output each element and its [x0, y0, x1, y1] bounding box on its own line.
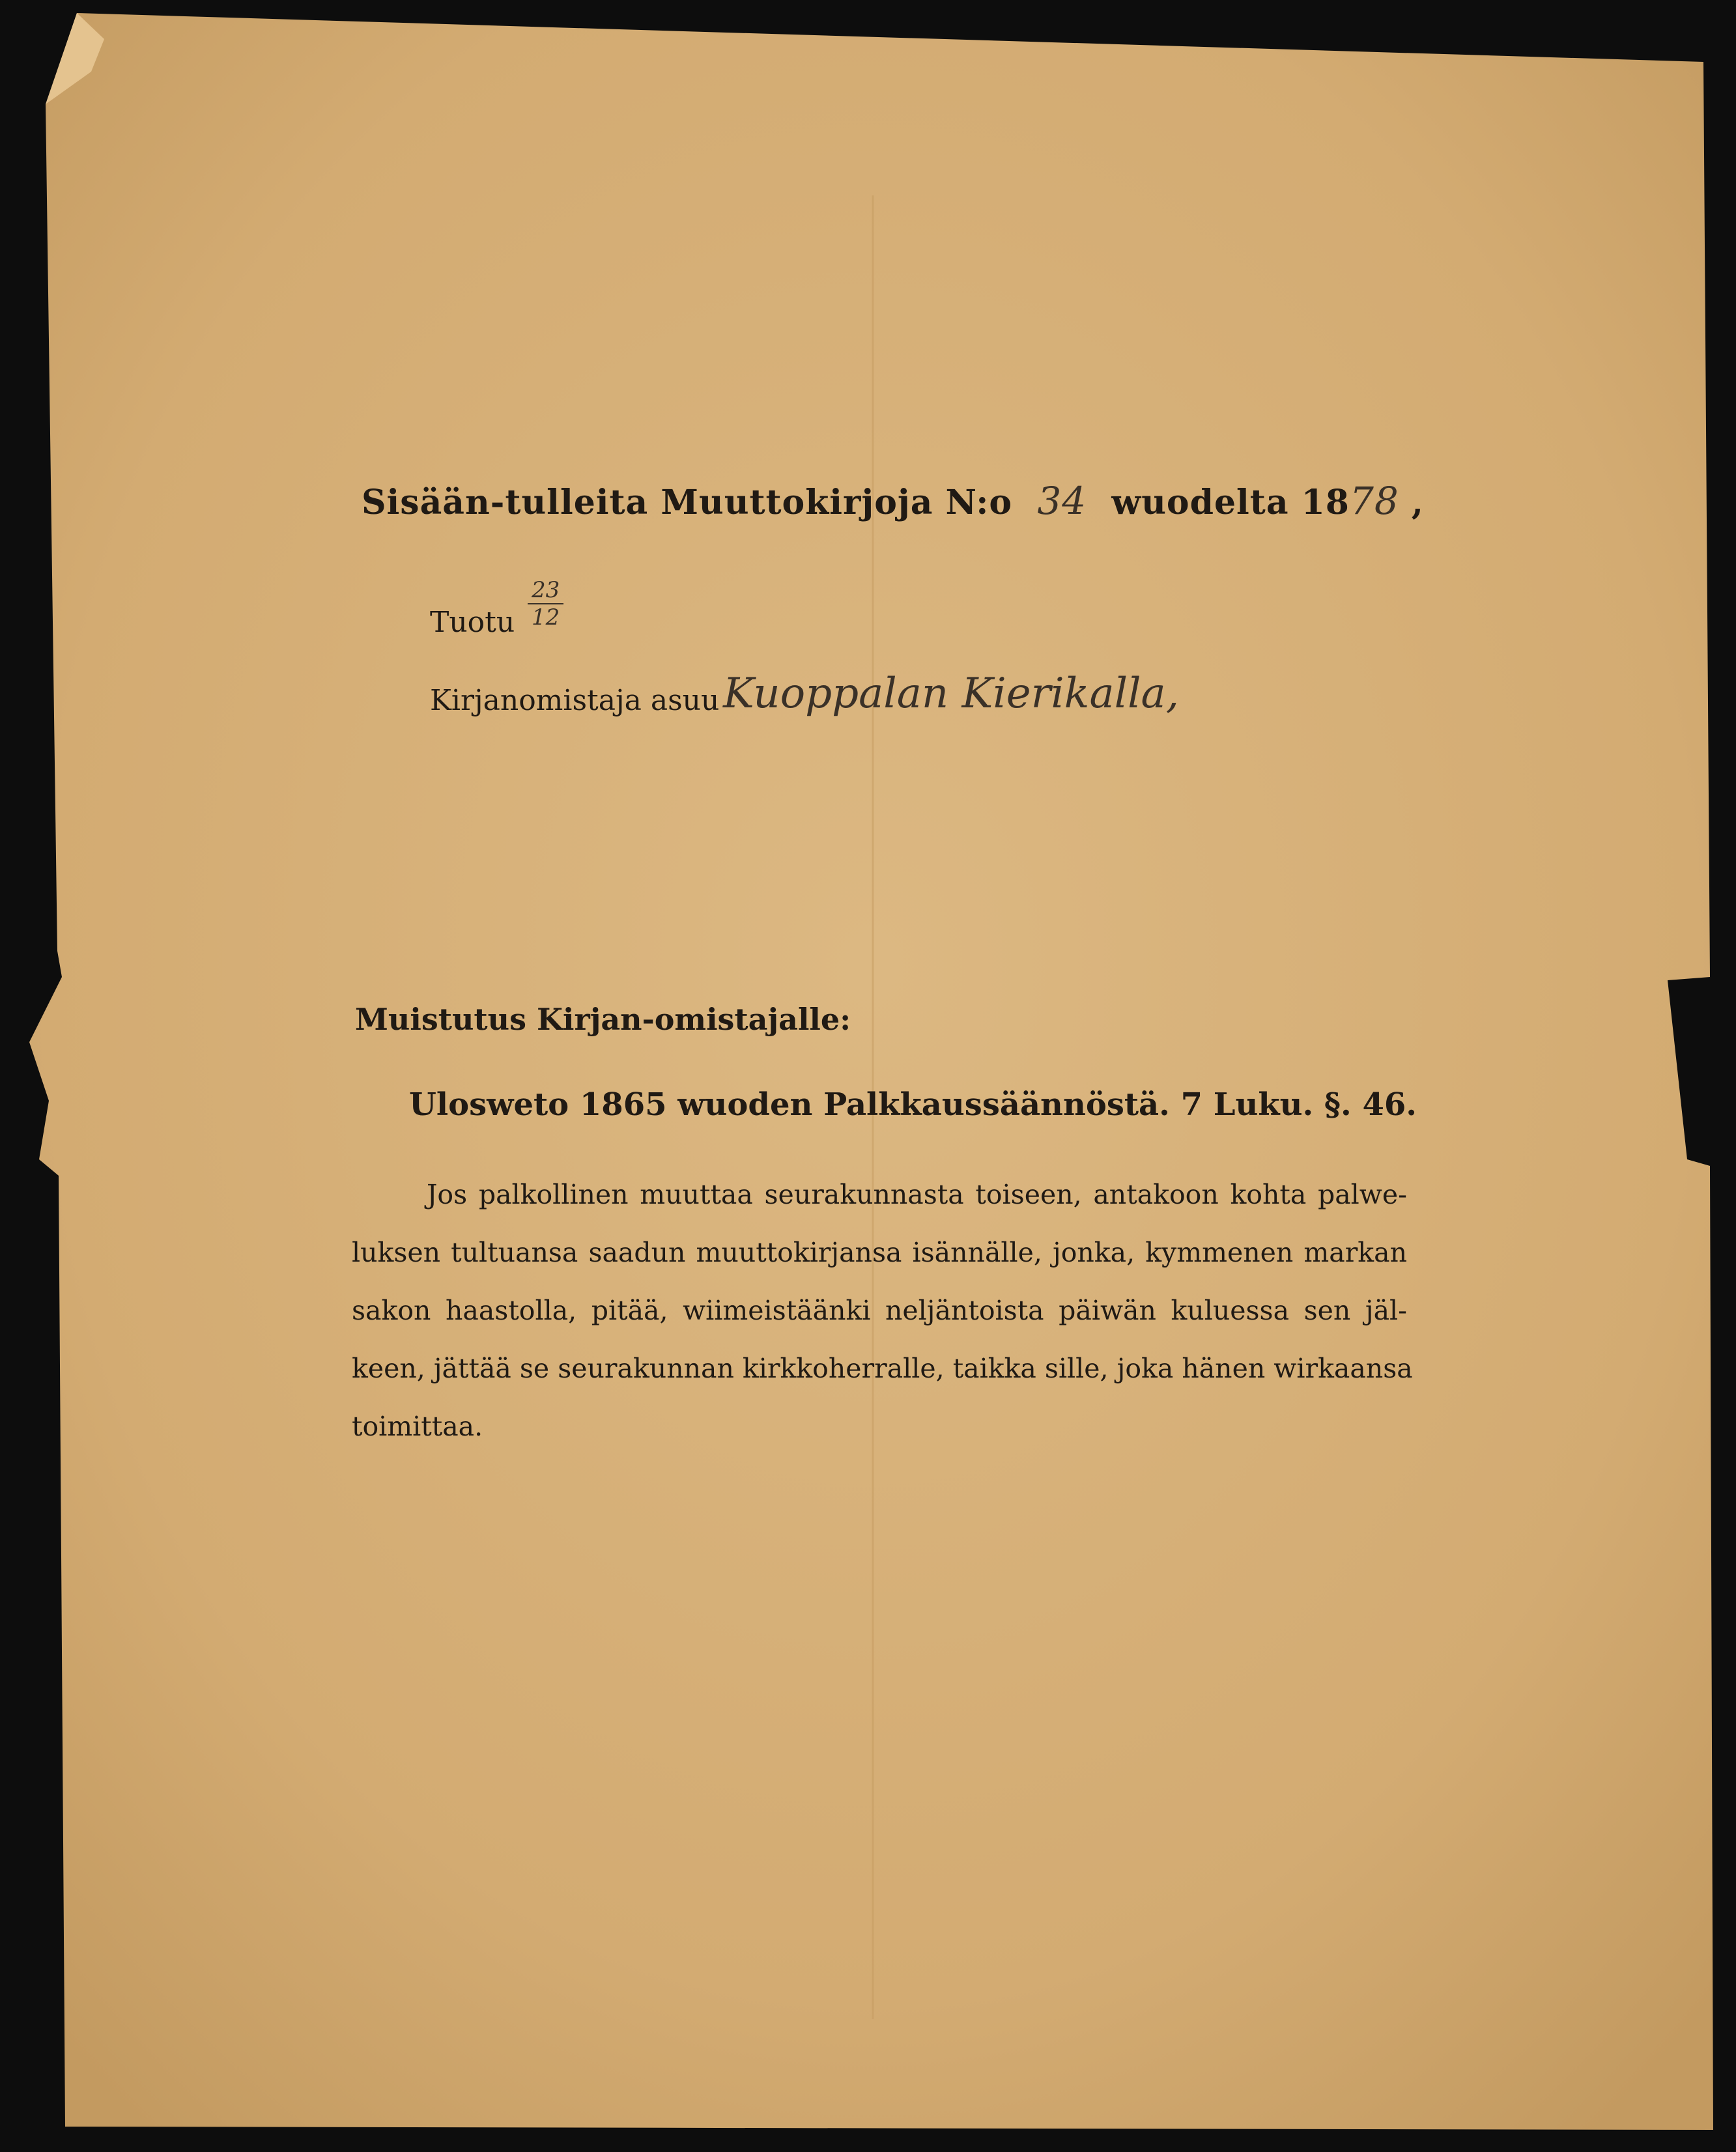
reminder-heading: Muistutus Kirjan-omistajalle:: [355, 1002, 851, 1037]
law-text-line: keen, jättää se seurakunnan kirkkoherralle, taikka sille, joka hänen wirkaansa: [352, 1353, 1413, 1384]
form-title: Sisään-tulleita Muuttokirjoja N:o 34 wuodelta 1878 ,: [362, 479, 1425, 523]
tuotu-date-day: 23: [528, 577, 563, 604]
law-text-line: sakon haastolla, pitää, wiimeistäänki neljäntoista päiwän kuluessa sen jäl-: [352, 1295, 1407, 1326]
tuotu-date: [528, 577, 563, 630]
year-suffix: 78: [1349, 479, 1399, 523]
owner-label: Kirjanomistaja asuu: [430, 684, 720, 717]
register-number: 34: [1037, 479, 1087, 523]
title-printed-part-a: Sisään-tulleita Muuttokirjoja N:o: [362, 483, 1013, 522]
law-text-line: luksen tultuansa saadun muuttokirjansa isännälle, jonka, kymmenen markan: [352, 1237, 1407, 1268]
tuotu-date-month: 12: [532, 604, 560, 630]
owner-residence: Kuoppalan Kierikalla,: [723, 670, 1180, 718]
law-text: [352, 1166, 1413, 1456]
tuotu-label: Tuotu: [430, 606, 515, 639]
law-text-line: Jos palkollinen muuttaa seurakunnasta toiseen, antakoon kohta palwe-: [427, 1179, 1407, 1210]
title-printed-part-b: wuodelta 18: [1111, 483, 1350, 522]
law-text-line: toimittaa.: [352, 1411, 483, 1442]
law-reference: Ulosweto 1865 wuoden Palkkaussäännöstä. 7 Luku. §. 46.: [409, 1086, 1417, 1123]
paper-body: [29, 13, 1713, 2130]
